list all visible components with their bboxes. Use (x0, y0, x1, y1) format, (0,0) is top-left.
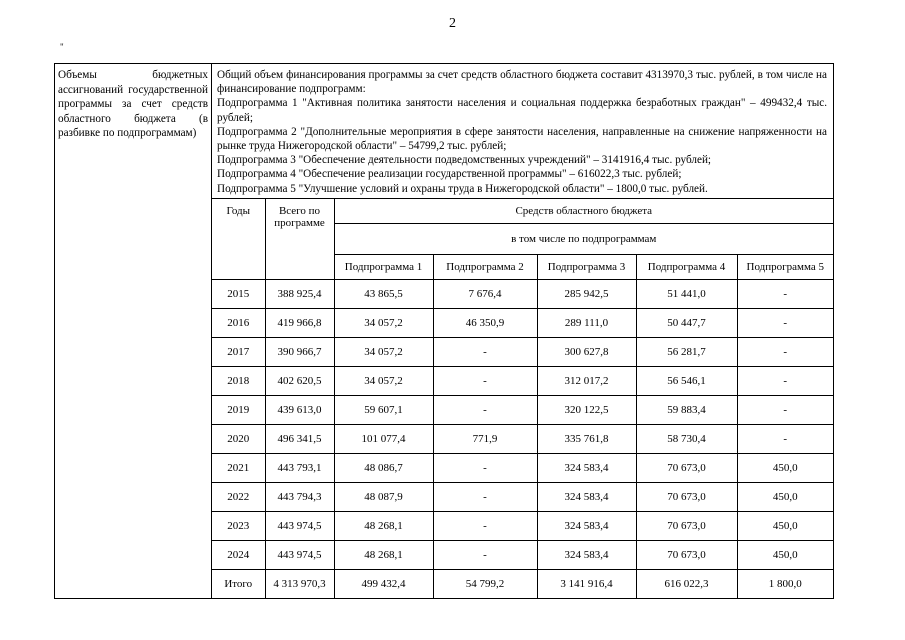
table-cell: 70 673,0 (636, 511, 737, 540)
table-cell: 56 281,7 (636, 337, 737, 366)
table-cell: 4 313 970,3 (265, 569, 334, 598)
table-cell: - (737, 308, 833, 337)
header-subprogram-3: Подпрограмма 3 (537, 254, 636, 279)
table-cell: 443 793,1 (265, 453, 334, 482)
header-subprogram-4: Подпрограмма 4 (636, 254, 737, 279)
intro-line: Подпрограмма 2 "Дополнительные мероприятия в сфере занятости населения, направленные на снижение напряженности на рынке труда Нижегородской области" – 54799,2 тыс. рублей; (217, 125, 827, 153)
cell-year: 2020 (212, 424, 265, 453)
table-cell: 450,0 (737, 540, 833, 569)
table-cell: 56 546,1 (636, 366, 737, 395)
table-cell: 390 966,7 (265, 337, 334, 366)
table-cell: 324 583,4 (537, 540, 636, 569)
table-cell: 320 122,5 (537, 395, 636, 424)
cell-year: 2018 (212, 366, 265, 395)
cell-year: 2024 (212, 540, 265, 569)
table-cell: 70 673,0 (636, 453, 737, 482)
table-cell: 443 794,3 (265, 482, 334, 511)
table-cell: 419 966,8 (265, 308, 334, 337)
table-cell: - (433, 482, 537, 511)
table-cell: - (433, 540, 537, 569)
table-cell: - (433, 366, 537, 395)
cell-year: 2019 (212, 395, 265, 424)
table-cell: 50 447,7 (636, 308, 737, 337)
table-cell: 771,9 (433, 424, 537, 453)
header-budget: Средств областного бюджета (334, 198, 833, 223)
header-incl: в том числе по подпрограммам (334, 223, 833, 254)
table-cell: 3 141 916,4 (537, 569, 636, 598)
table-cell: 34 057,2 (334, 337, 433, 366)
table-cell: 439 613,0 (265, 395, 334, 424)
table-row (212, 279, 833, 308)
page-number: 2 (449, 16, 456, 31)
table-row (212, 511, 833, 540)
table-cell: 48 268,1 (334, 540, 433, 569)
table-cell: - (433, 511, 537, 540)
table-cell: 335 761,8 (537, 424, 636, 453)
table-row (212, 453, 833, 482)
table-cell: 48 087,9 (334, 482, 433, 511)
cell-year: 2021 (212, 453, 265, 482)
table-cell: 7 676,4 (433, 279, 537, 308)
table-row (212, 337, 833, 366)
table-cell: 289 111,0 (537, 308, 636, 337)
header-years: Годы (212, 198, 265, 279)
cell-year: 2015 (212, 279, 265, 308)
table-cell: 70 673,0 (636, 540, 737, 569)
table-cell: - (737, 337, 833, 366)
table-cell: 402 620,5 (265, 366, 334, 395)
table-row (212, 424, 833, 453)
table-cell: 443 974,5 (265, 511, 334, 540)
table-cell: - (737, 366, 833, 395)
header-subprogram-2: Подпрограмма 2 (433, 254, 537, 279)
table-cell: 34 057,2 (334, 308, 433, 337)
intro-line: Общий объем финансирования программы за счет средств областного бюджета составит 4313970,3 тыс. рублей, в том числе на финансирование подпрограмм: (217, 69, 827, 96)
quote-mark: " (60, 42, 64, 52)
table-cell: 496 341,5 (265, 424, 334, 453)
table-cell: 300 627,8 (537, 337, 636, 366)
table-row (212, 308, 833, 337)
table-cell: 48 268,1 (334, 511, 433, 540)
cell-year: 2023 (212, 511, 265, 540)
table-row (212, 395, 833, 424)
table-row (212, 482, 833, 511)
passport-table (54, 63, 834, 599)
table-cell: 58 730,4 (636, 424, 737, 453)
table-cell: 388 925,4 (265, 279, 334, 308)
table-cell: 59 607,1 (334, 395, 433, 424)
table-cell: 499 432,4 (334, 569, 433, 598)
table-cell: 450,0 (737, 453, 833, 482)
intro-text (212, 64, 833, 198)
table-cell: - (433, 453, 537, 482)
table-cell: 450,0 (737, 511, 833, 540)
table-cell: 1 800,0 (737, 569, 833, 598)
table-cell: 34 057,2 (334, 366, 433, 395)
table-cell: 443 974,5 (265, 540, 334, 569)
budget-table (212, 198, 833, 598)
table-cell: 43 865,5 (334, 279, 433, 308)
table-cell: 324 583,4 (537, 453, 636, 482)
table-cell: - (737, 424, 833, 453)
table-cell: 46 350,9 (433, 308, 537, 337)
cell-year: 2022 (212, 482, 265, 511)
table-cell: 48 086,7 (334, 453, 433, 482)
intro-line: Подпрограмма 1 "Активная политика занятости населения и социальная поддержка безработных граждан" – 499432,4 тыс. рублей; (217, 97, 827, 124)
table-cell: 54 799,2 (433, 569, 537, 598)
table-cell: 450,0 (737, 482, 833, 511)
table-cell: - (433, 395, 537, 424)
table-cell: 324 583,4 (537, 482, 636, 511)
table-cell: 324 583,4 (537, 511, 636, 540)
table-row (212, 366, 833, 395)
cell-year: 2016 (212, 308, 265, 337)
cell-year: 2017 (212, 337, 265, 366)
header-total: Всего по программе (265, 198, 334, 279)
right-cell (212, 64, 834, 599)
table-row (212, 540, 833, 569)
table-cell: 312 017,2 (537, 366, 636, 395)
table-cell: 70 673,0 (636, 482, 737, 511)
header-subprogram-1: Подпрограмма 1 (334, 254, 433, 279)
intro-line: Подпрограмма 4 "Обеспечение реализации государственной программы" – 616022,3 тыс. рублей; (217, 168, 682, 181)
table-cell: 59 883,4 (636, 395, 737, 424)
table-cell: - (737, 395, 833, 424)
table-cell: - (433, 337, 537, 366)
total-row (212, 569, 833, 598)
table-cell: 101 077,4 (334, 424, 433, 453)
table-cell: - (737, 279, 833, 308)
intro-line: Подпрограмма 3 "Обеспечение деятельности подведомственных учреждений" – 3141916,4 тыс. рублей; (217, 154, 712, 167)
cell-year: Итого (212, 569, 265, 598)
intro-line: Подпрограмма 5 "Улучшение условий и охраны труда в Нижегородской области" – 1800,0 тыс. рублей. (217, 182, 708, 195)
table-cell: 51 441,0 (636, 279, 737, 308)
left-label: Объемы бюджетных ассигнований государственной программы за счет средств областного бюджета (в разбивке по подпрограммам) (55, 64, 212, 599)
header-subprogram-5: Подпрограмма 5 (737, 254, 833, 279)
table-cell: 616 022,3 (636, 569, 737, 598)
table-cell: 285 942,5 (537, 279, 636, 308)
